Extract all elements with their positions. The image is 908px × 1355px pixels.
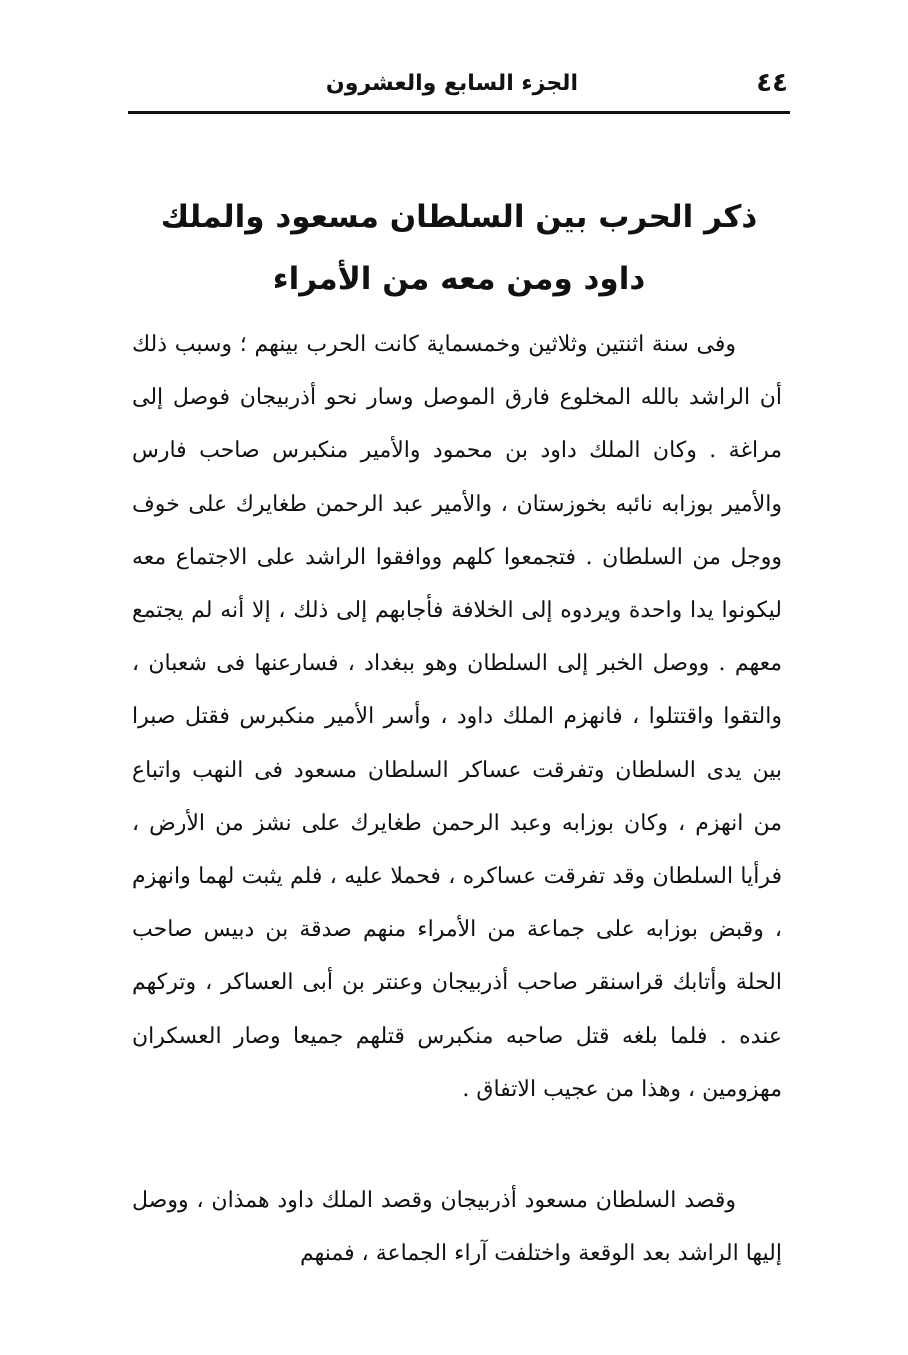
body-paragraph-2: وقصد السلطان مسعود أذربيجان وقصد الملك داود همذان ، ووصل إليها الراشد بعد الوقعة واختلفت آراء الجماعة ، فمنهم bbox=[132, 1188, 782, 1267]
chapter-title: ذكر الحرب بين السلطان مسعود والملك داود ومن معه من الأمراء bbox=[160, 199, 758, 297]
page-header bbox=[128, 62, 790, 114]
body-paragraph-1: وفى سنة اثنتين وثلاثين وخمسماية كانت الحرب بينهم ؛ وسبب ذلك أن الراشد بالله المخلوع فارق الموصل وسار نحو أذربيجان فوصل إلى مراغة . وكان الملك داود بن محمود والأمير منكبرس صاحب فارس والأمير بوزابه نائبه بخوزستان ، والأمير عبد الرحمن طغايرك على خوف ووجل من السلطان . فتجمعوا كلهم ووافقوا الراشد على الاجتماع معه ليكونوا يدا واحدة ويردوه إلى الخلافة فأجابهم إلى ذلك ، إلا أنه لم يجتمع معهم . ووصل الخبر إلى السلطان وهو ببغداد ، فسارعنها فى شعبان ، والتقوا واقتتلوا ، فانهزم الملك داود ، وأسر الأمير منكبرس فقتل صبرا بين يدى السلطان وتفرقت عساكر السلطان مسعود فى النهب واتباع من انهزم ، وكان بوزابه وعبد الرحمن طغايرك على نشز من الأرض ، فرأيا السلطان وقد تفرقت عساكره ، فحملا عليه ، فلم يثبت لهما وانهزم ، وقبض بوزابه على جماعة من الأمراء منهم صدقة بن دبيس صاحب الحلة وأتابك قراسنقر صاحب أذربيجان وعنتر بن أبى العساكر ، وتركهم عنده . فلما بلغه قتل صاحبه منكبرس قتلهم جميعا وصار العسكران مهزومين ، وهذا من عجيب الاتفاق . bbox=[132, 332, 782, 1102]
header-rule bbox=[128, 111, 790, 114]
running-head: الجزء السابع والعشرون bbox=[325, 71, 578, 96]
page-number: ٤٤ bbox=[756, 68, 788, 98]
